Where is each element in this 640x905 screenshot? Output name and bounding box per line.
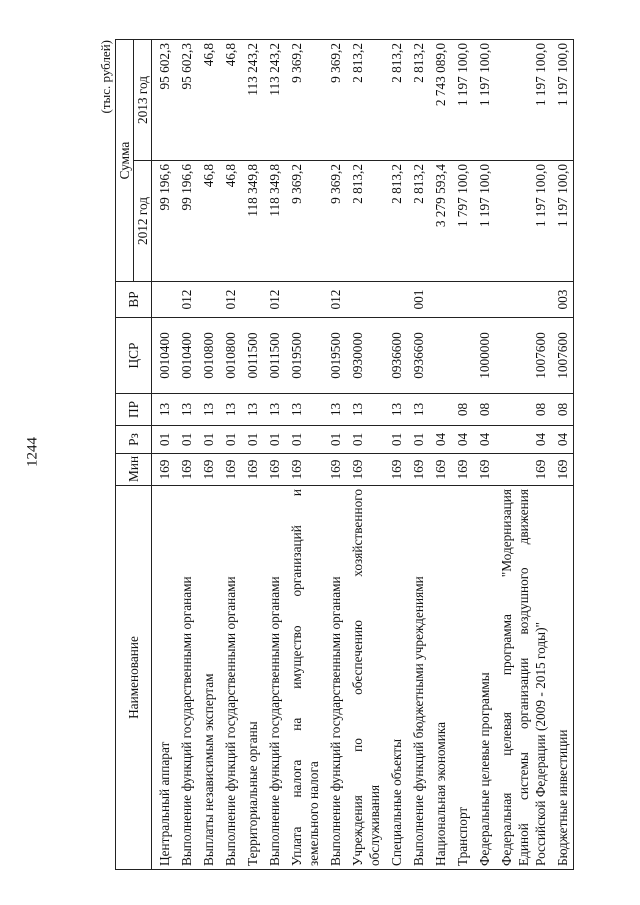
row-csr: 0019500 — [322, 318, 344, 394]
row-sum-2012: 99 196,6 — [152, 161, 174, 282]
row-csr: 0011500 — [239, 318, 261, 394]
row-pr — [427, 394, 449, 426]
row-csr: 0019500 — [283, 318, 322, 394]
row-name: Выполнение функций государственными органами — [261, 486, 283, 870]
row-min: 169 — [195, 454, 217, 486]
row-pr: 13 — [152, 394, 174, 426]
row-sum-2012: 1 797 100,0 — [449, 161, 471, 282]
row-name: Национальная экономика — [427, 486, 449, 870]
row-sum-2012: 2 813,2 — [405, 161, 427, 282]
row-sum-2013: 2 813,2 — [344, 40, 383, 161]
row-sum-2013: 46,8 — [195, 40, 217, 161]
table-row — [383, 40, 405, 870]
row-min: 169 — [173, 454, 195, 486]
row-name — [283, 486, 322, 870]
col-header-min: Мин — [116, 454, 152, 486]
row-pr: 13 — [322, 394, 344, 426]
row-rz: 01 — [173, 426, 195, 454]
row-csr: 1000000 — [471, 318, 493, 394]
row-vr — [449, 282, 471, 318]
row-name-line: Российской Федерации (2009 - 2015 годы)" — [533, 622, 548, 866]
col-header-name: Наименование — [116, 486, 152, 870]
units-label: (тыс. рублей) — [98, 40, 113, 114]
col-header-csr: ЦСР — [116, 318, 152, 394]
table-row — [344, 40, 383, 870]
row-sum-2013: 113 243,2 — [239, 40, 261, 161]
row-pr: 13 — [239, 394, 261, 426]
row-sum-2013: 1 197 100,0 — [449, 40, 471, 161]
row-vr: 012 — [173, 282, 195, 318]
row-min: 169 — [427, 454, 449, 486]
row-min: 169 — [322, 454, 344, 486]
table-row — [173, 40, 195, 870]
row-csr: 1007600 — [549, 318, 573, 394]
table-row — [322, 40, 344, 870]
row-pr: 08 — [493, 394, 549, 426]
col-header-pr: ПР — [116, 394, 152, 426]
table-row — [239, 40, 261, 870]
row-pr: 13 — [344, 394, 383, 426]
col-header-rz: Рз — [116, 426, 152, 454]
col-header-2013: 2013 год — [134, 40, 152, 161]
row-min: 169 — [449, 454, 471, 486]
row-name: Бюджетные инвестиции — [549, 486, 573, 870]
row-rz: 04 — [427, 426, 449, 454]
table-row — [261, 40, 283, 870]
row-sum-2013: 9 369,2 — [283, 40, 322, 161]
row-rz: 01 — [195, 426, 217, 454]
row-min: 169 — [239, 454, 261, 486]
row-min: 169 — [493, 454, 549, 486]
row-rz: 01 — [322, 426, 344, 454]
row-csr: 0010800 — [195, 318, 217, 394]
row-sum-2013: 1 197 100,0 — [471, 40, 493, 161]
row-sum-2012: 2 813,2 — [383, 161, 405, 282]
row-sum-2012: 3 279 593,4 — [427, 161, 449, 282]
row-pr: 13 — [283, 394, 322, 426]
row-min: 169 — [152, 454, 174, 486]
row-min: 169 — [471, 454, 493, 486]
row-sum-2012: 118 349,8 — [261, 161, 283, 282]
row-sum-2013: 95 602,3 — [173, 40, 195, 161]
row-name: Транспорт — [449, 486, 471, 870]
row-sum-2012: 118 349,8 — [239, 161, 261, 282]
row-csr: 0010400 — [173, 318, 195, 394]
row-sum-2013: 1 197 100,0 — [549, 40, 573, 161]
table-row — [195, 40, 217, 870]
row-name — [344, 486, 383, 870]
row-name: Выполнение функций государственными органами — [217, 486, 239, 870]
row-sum-2012: 2 813,2 — [344, 161, 383, 282]
budget-table — [115, 39, 574, 870]
row-min: 169 — [549, 454, 573, 486]
row-vr: 012 — [261, 282, 283, 318]
row-vr — [239, 282, 261, 318]
table-row — [449, 40, 471, 870]
row-name: Выплаты независимым экспертам — [195, 486, 217, 870]
col-header-2012: 2012 год — [134, 161, 152, 282]
page-number: 1244 — [24, 437, 41, 467]
row-sum-2013: 1 197 100,0 — [493, 40, 549, 161]
row-csr: 1007600 — [493, 318, 549, 394]
row-pr: 13 — [261, 394, 283, 426]
row-name-line: Федеральная целевая программа "Модернизация — [499, 489, 514, 866]
row-sum-2012: 1 197 100,0 — [549, 161, 573, 282]
row-name-line: земельного налога — [306, 761, 321, 866]
row-sum-2013: 2 813,2 — [383, 40, 405, 161]
row-name: Выполнение функций государственными органами — [173, 486, 195, 870]
row-rz: 01 — [344, 426, 383, 454]
row-csr: 0011500 — [261, 318, 283, 394]
row-sum-2012: 1 197 100,0 — [493, 161, 549, 282]
row-sum-2013: 2 813,2 — [405, 40, 427, 161]
row-name-line: Уплата налога на имущество организаций и — [289, 489, 304, 866]
row-name — [493, 486, 549, 870]
row-pr: 13 — [405, 394, 427, 426]
row-vr: 001 — [405, 282, 427, 318]
row-min: 169 — [261, 454, 283, 486]
row-vr — [344, 282, 383, 318]
row-min: 169 — [283, 454, 322, 486]
table-row — [283, 40, 322, 870]
row-csr — [427, 318, 449, 394]
row-name: Выполнение функций государственными органами — [322, 486, 344, 870]
col-header-vr: ВР — [116, 282, 152, 318]
row-vr — [152, 282, 174, 318]
row-min: 169 — [344, 454, 383, 486]
row-rz: 01 — [152, 426, 174, 454]
row-name-line: Единой системы организации воздушного движения — [516, 489, 531, 866]
row-name: Специальные объекты — [383, 486, 405, 870]
table-row — [471, 40, 493, 870]
row-sum-2013: 9 369,2 — [322, 40, 344, 161]
row-rz: 04 — [471, 426, 493, 454]
row-rz: 01 — [239, 426, 261, 454]
row-csr: 0936600 — [383, 318, 405, 394]
table-row — [152, 40, 174, 870]
row-min: 169 — [217, 454, 239, 486]
row-csr — [449, 318, 471, 394]
row-rz: 01 — [261, 426, 283, 454]
row-min: 169 — [383, 454, 405, 486]
row-rz: 01 — [383, 426, 405, 454]
row-sum-2012: 1 197 100,0 — [471, 161, 493, 282]
row-vr: 003 — [549, 282, 573, 318]
row-sum-2013: 113 243,2 — [261, 40, 283, 161]
row-sum-2013: 46,8 — [217, 40, 239, 161]
row-name: Территориальные органы — [239, 486, 261, 870]
row-pr: 13 — [173, 394, 195, 426]
row-sum-2013: 2 743 089,0 — [427, 40, 449, 161]
row-name-line: обслуживания — [367, 784, 382, 866]
row-rz: 01 — [283, 426, 322, 454]
row-sum-2012: 9 369,2 — [283, 161, 322, 282]
row-sum-2012: 46,8 — [195, 161, 217, 282]
table-row — [427, 40, 449, 870]
row-csr: 0936600 — [405, 318, 427, 394]
row-csr: 0930000 — [344, 318, 383, 394]
row-name-line: Учреждения по обеспечению хозяйственного — [350, 489, 365, 866]
row-pr: 08 — [549, 394, 573, 426]
row-rz: 04 — [549, 426, 573, 454]
row-vr: 012 — [322, 282, 344, 318]
row-vr: 012 — [217, 282, 239, 318]
row-vr — [383, 282, 405, 318]
row-sum-2012: 46,8 — [217, 161, 239, 282]
row-rz: 04 — [449, 426, 471, 454]
table-row — [405, 40, 427, 870]
row-csr: 0010800 — [217, 318, 239, 394]
rotated-page-content — [100, 40, 590, 870]
row-name: Центральный аппарат — [152, 486, 174, 870]
row-sum-2012: 9 369,2 — [322, 161, 344, 282]
row-vr — [195, 282, 217, 318]
row-pr: 13 — [195, 394, 217, 426]
table-row — [217, 40, 239, 870]
row-rz: 04 — [493, 426, 549, 454]
row-vr — [471, 282, 493, 318]
row-name: Федеральные целевые программы — [471, 486, 493, 870]
row-pr: 13 — [217, 394, 239, 426]
row-vr — [283, 282, 322, 318]
row-sum-2013: 95 602,3 — [152, 40, 174, 161]
row-pr: 08 — [449, 394, 471, 426]
row-pr: 08 — [471, 394, 493, 426]
row-sum-2012: 99 196,6 — [173, 161, 195, 282]
col-header-sum: Сумма — [116, 40, 134, 282]
row-name: Выполнение функций бюджетными учреждениями — [405, 486, 427, 870]
row-csr: 0010400 — [152, 318, 174, 394]
row-rz: 01 — [405, 426, 427, 454]
row-min: 169 — [405, 454, 427, 486]
row-vr — [493, 282, 549, 318]
row-pr: 13 — [383, 394, 405, 426]
table-row — [493, 40, 549, 870]
table-row — [549, 40, 573, 870]
row-rz: 01 — [217, 426, 239, 454]
row-vr — [427, 282, 449, 318]
